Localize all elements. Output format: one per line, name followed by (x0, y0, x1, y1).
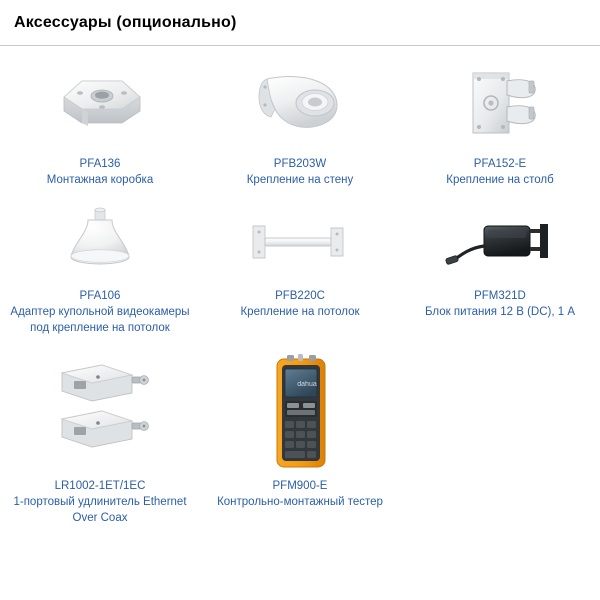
accessory-desc: Крепление на потолок (240, 306, 360, 318)
section-header (0, 0, 600, 46)
accessory-item-empty (400, 352, 600, 526)
svg-text:dahua: dahua (297, 381, 317, 388)
accessory-desc: Адаптер купольной видеокамеры под крепление на потолок (10, 306, 190, 334)
accessory-caption (0, 288, 200, 336)
accessory-item-pfa136[interactable] (0, 54, 200, 188)
accessory-desc: Крепление на стену (246, 174, 354, 186)
accessory-caption (217, 478, 383, 510)
accessory-model: LR1002-1ET/1EC (54, 480, 146, 492)
accessory-image (0, 352, 200, 472)
accessory-image (200, 352, 400, 472)
accessory-image (400, 54, 600, 150)
accessory-image (0, 54, 200, 150)
page-title: Аксессуары (опционально) (14, 14, 237, 31)
accessory-desc: Контрольно-монтажный тестер (217, 496, 383, 508)
dome-camera-adapter-icon (45, 202, 155, 282)
accessory-item-pfa106[interactable] (0, 202, 200, 336)
cctv-tester-icon (257, 353, 343, 471)
accessory-model: PFB203W (273, 158, 327, 170)
accessory-item-lr1002[interactable] (0, 352, 200, 526)
pole-mount-bracket-icon (445, 59, 555, 145)
wall-mount-bracket-icon (245, 59, 355, 145)
accessory-image (400, 202, 600, 282)
accessory-row (0, 202, 600, 336)
accessory-caption (247, 156, 354, 188)
ceiling-mount-pole-icon (235, 202, 365, 282)
accessory-item-pfm900e[interactable] (200, 352, 400, 526)
accessories-grid (0, 46, 600, 526)
accessory-caption (425, 288, 575, 320)
accessory-model: PFA136 (79, 158, 121, 170)
accessory-item-pfb203w[interactable] (200, 54, 400, 188)
accessory-desc: Монтажная коробка (46, 174, 154, 186)
accessory-model: PFM321D (474, 290, 526, 302)
accessory-item-pfa152e[interactable] (400, 54, 600, 188)
accessory-caption (0, 478, 200, 526)
ethernet-over-coax-extender-icon (40, 353, 160, 471)
accessory-model: PFM900-E (272, 480, 328, 492)
accessory-image (200, 202, 400, 282)
accessory-caption (240, 288, 359, 320)
accessory-model: PFA152-E (473, 158, 527, 170)
accessory-desc: Блок питания 12 В (DC), 1 А (424, 306, 576, 318)
accessory-caption (47, 156, 153, 188)
accessory-image-empty (400, 352, 600, 472)
power-supply-icon (440, 202, 560, 282)
accessory-item-pfm321d[interactable] (400, 202, 600, 336)
accessory-image (200, 54, 400, 150)
accessory-row (0, 352, 600, 526)
accessory-desc: Крепление на столб (446, 174, 554, 186)
accessory-model: PFB220C (275, 290, 325, 302)
accessory-desc: 1-портовый удлинитель Ethernet Over Coax (13, 496, 187, 524)
accessory-row (0, 54, 600, 188)
accessory-item-pfb220c[interactable] (200, 202, 400, 336)
accessory-caption (446, 156, 553, 188)
accessory-image (0, 202, 200, 282)
junction-box-icon (52, 59, 148, 145)
accessory-model: PFA106 (79, 290, 121, 302)
